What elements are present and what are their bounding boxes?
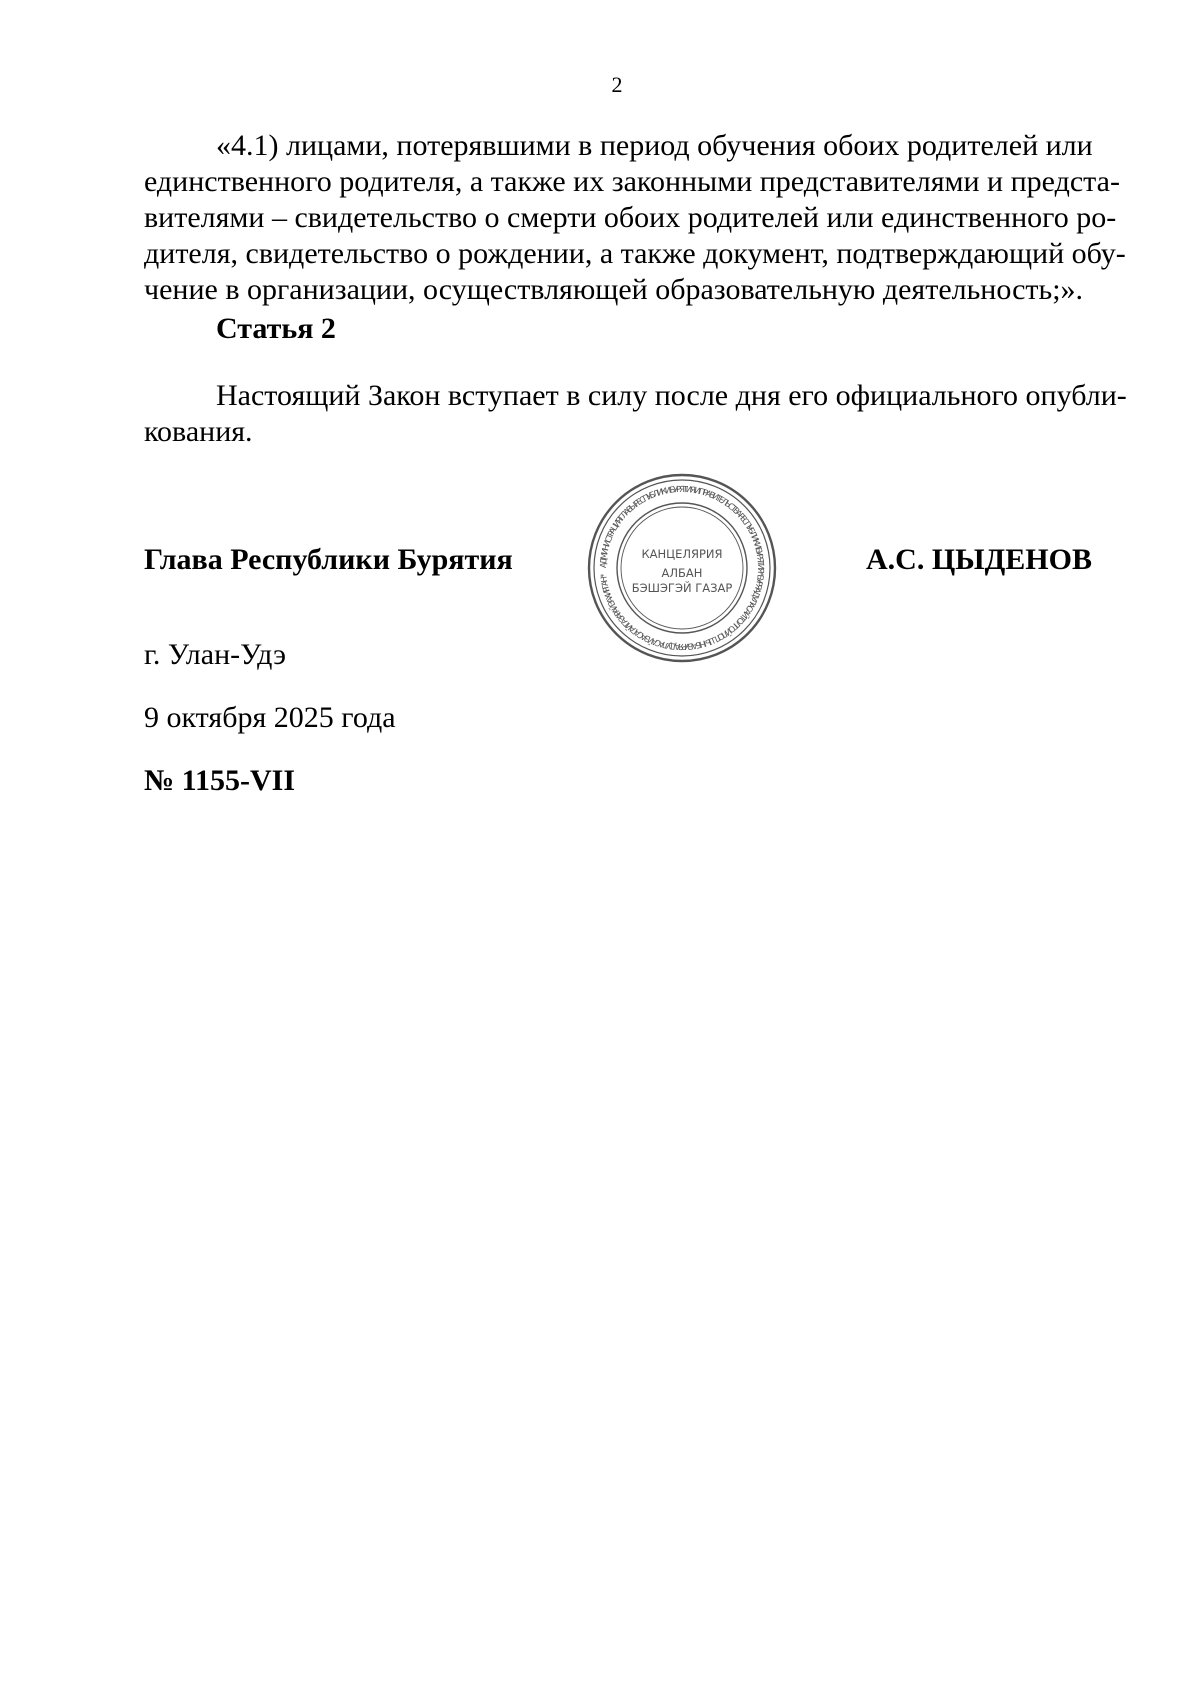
date-line: 9 октября 2025 года bbox=[144, 701, 396, 734]
seal-center-text: АЛБАН bbox=[661, 566, 703, 580]
law-number: № 1155-VII bbox=[144, 764, 295, 797]
article-heading: Статья 2 bbox=[216, 312, 336, 345]
signatory-title: Глава Республики Бурятия bbox=[144, 543, 513, 576]
seal-center-text: БЭШЭГЭЙ ГАЗАР bbox=[631, 581, 733, 595]
paragraph-line: вителями – свидетельство о смерти обоих родителей или единственного ро- bbox=[144, 201, 1117, 234]
signatory-name: А.С. ЦЫДЕНОВ bbox=[866, 543, 1092, 576]
seal-ring-text: АДМИНИСТРАЦИЯ ГЛАВЫ РЕСПУБЛИКИ БУРЯТИЯ И ПРАВИТЕЛЬСТВА РЕСПУБЛИКИ БУРЯТИЯ * БУРЯАД УЛАСАЙ ТОЛГОЙЛОГШЫН БА БУРЯАД УЛАСАЙ ЗАСАГАЙ ГАЗАРАЙ ЗАХИРГАН * bbox=[597, 483, 767, 653]
paragraph-line: единственного родителя, а также их законными представителями и предста- bbox=[144, 165, 1120, 198]
paragraph-line: Настоящий Закон вступает в силу после дня его официального опубли- bbox=[216, 379, 1127, 412]
paragraph-line: дителя, свидетельство о рождении, а также документ, подтверждающий обу- bbox=[144, 237, 1126, 270]
paragraph-line: «4.1) лицами, потерявшими в период обучения обоих родителей или bbox=[216, 129, 1093, 162]
paragraph-line: кования. bbox=[144, 415, 253, 448]
official-seal bbox=[586, 472, 778, 664]
city-line: г. Улан-Удэ bbox=[144, 638, 287, 671]
paragraph-line: чение в организации, осуществляющей образовательную деятельность;». bbox=[144, 273, 1084, 306]
seal-center-text: КАНЦЕЛЯРИЯ bbox=[641, 547, 723, 561]
page-number: 2 bbox=[611, 72, 623, 97]
